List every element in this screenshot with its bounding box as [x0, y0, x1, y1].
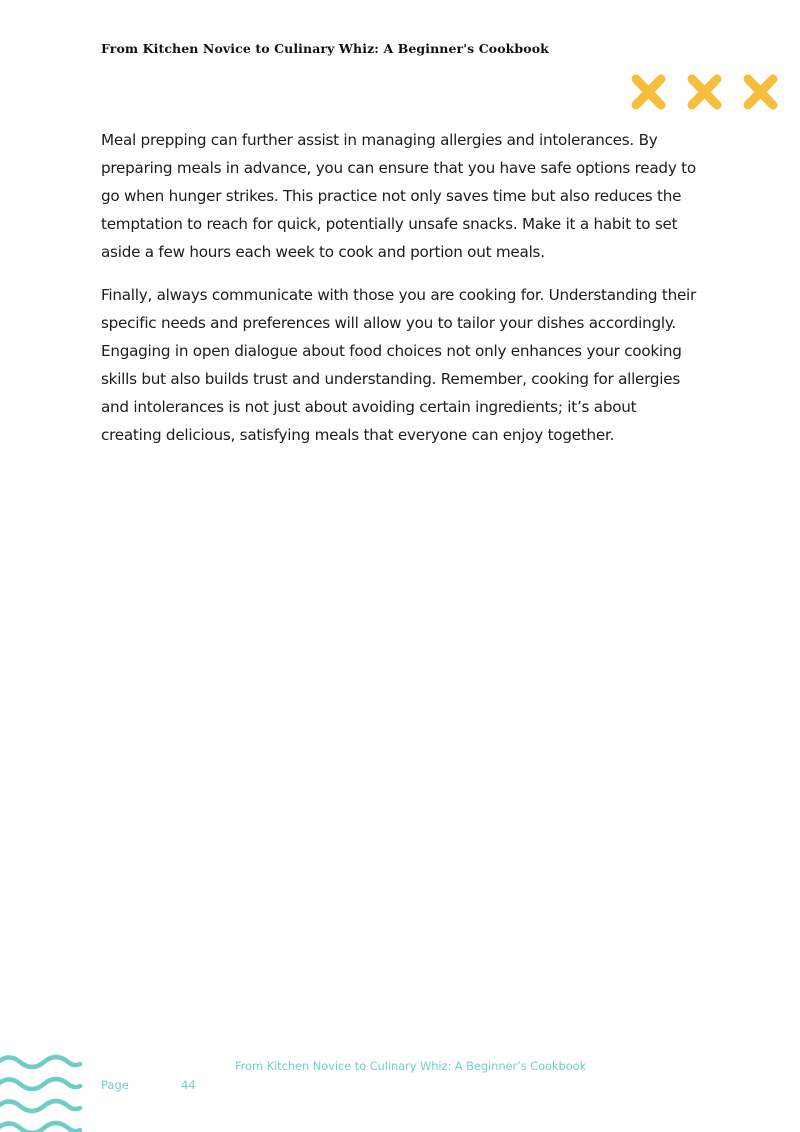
footer-page-label: Page [101, 1078, 129, 1092]
footer-title: From Kitchen Novice to Culinary Whiz: A Beginner’s Cookbook [235, 1059, 587, 1073]
header-title: From Kitchen Novice to Culinary Whiz: A Beginner's Cookbook [101, 41, 549, 56]
paragraph: Meal prepping can further assist in managing allergies and intolerances. By preparing meals in advance, you can ensure that you have safe options ready to go when hunger strikes. This practice not only saves time but also reduces the temptation to reach for quick, potentially unsafe snacks. Make it a habit to set aside a few hours each week to cook and portion out meals. [101, 131, 696, 261]
cross-icon [692, 79, 717, 105]
page-number: 44 [181, 1078, 196, 1092]
paragraph: Finally, always communicate with those you are cooking for. Understanding their specific needs and preferences will allow you to tailor your dishes accordingly. Engaging in open dialogue about food choices not only enhances your cooking skills but also builds trust and understanding. Remember, cooking for allergies and intolerances is not just about avoiding certain ingredients; it’s about creating delicious, satisfying meals that everyone can enjoy together. [101, 286, 697, 444]
cross-decoration-icon [628, 72, 800, 112]
cross-icon [748, 79, 773, 105]
cross-icon [636, 79, 661, 105]
body-text [101, 126, 701, 464]
waves-icon [0, 1048, 86, 1132]
